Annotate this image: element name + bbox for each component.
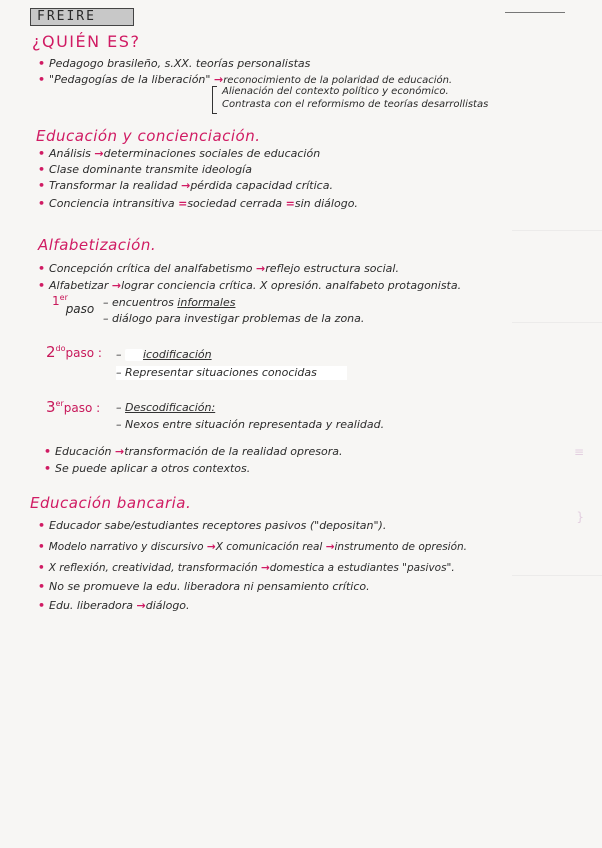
item-text: X reflexión, creatividad, transformación — [48, 562, 258, 574]
bullet-icon: • — [38, 519, 46, 532]
step-number: 2 — [46, 343, 56, 361]
step-word: paso : — [65, 346, 102, 360]
bleed-mark: ≡ — [573, 445, 584, 459]
arrow-icon: → — [111, 279, 122, 292]
arrow-icon: → — [260, 562, 270, 574]
list-item — [38, 163, 252, 177]
item-text: Pedagogo brasileño, s.XX. teorías personalistas — [49, 57, 311, 70]
section-heading-quien-es: ¿QUIÉN ES? — [32, 32, 141, 51]
bullet-icon: • — [38, 279, 46, 292]
item-text: Educador sabe/estudiantes receptores pasivos ("depositan"). — [49, 519, 387, 532]
item-text: "Pedagogías de la liberación" — [49, 73, 211, 86]
bleed-mark: } — [576, 510, 584, 524]
item-text: informales — [177, 296, 236, 309]
list-item — [38, 262, 399, 276]
list-item — [38, 580, 370, 594]
item-text: diálogo. — [145, 599, 190, 612]
section-heading-educacion-concienciacion: Educación y concienciación. — [36, 127, 261, 145]
arrow-icon: → — [213, 73, 224, 86]
section-heading-alfabetizacion: Alfabetización. — [38, 236, 157, 254]
bracket-icon — [212, 86, 217, 114]
item-text: Se puede aplicar a otros contextos. — [55, 462, 251, 475]
step-1-label — [52, 293, 100, 316]
list-item — [44, 462, 250, 476]
dash: – — [116, 418, 125, 431]
item-text: encuentros — [112, 296, 174, 309]
dash: – — [116, 401, 125, 414]
arrow-icon: → — [325, 541, 335, 553]
arrow-icon: → — [136, 599, 146, 612]
step-3-label — [46, 398, 100, 416]
list-item — [44, 445, 343, 459]
list-item — [38, 561, 455, 575]
item-text: lograr conciencia crítica. X opresión. analfabeto protagonista. — [121, 279, 462, 292]
item-text: diálogo para investigar problemas de la zona. — [112, 312, 365, 325]
item-text: pérdida capacidad crítica. — [190, 179, 333, 192]
corner-mark — [505, 12, 565, 23]
bullet-icon: • — [38, 197, 46, 210]
item-text: determinaciones sociales de educación — [103, 147, 321, 160]
item-text: Conciencia intransitiva — [49, 197, 175, 210]
item-text: reconocimiento de la polaridad de educación. — [223, 75, 453, 86]
section-heading-educacion-bancaria: Educación bancaria. — [30, 494, 192, 512]
bullet-icon: • — [38, 163, 46, 176]
bullet-icon: • — [44, 462, 52, 475]
item-text: Clase dominante transmite ideología — [49, 163, 252, 176]
bullet-icon: • — [38, 580, 46, 593]
step-2-item — [116, 348, 212, 362]
bullet-icon: • — [38, 57, 46, 70]
step-1-item — [103, 296, 235, 310]
bullet-icon: • — [38, 599, 46, 612]
bullet-icon: • — [38, 147, 46, 160]
step-suffix: er — [55, 399, 64, 408]
step-2-item — [116, 366, 347, 380]
item-text: Modelo narrativo y discursivo — [48, 541, 204, 553]
bullet-icon: • — [38, 262, 46, 275]
list-item — [38, 279, 461, 293]
list-item — [38, 197, 358, 211]
bullet-icon: • — [44, 445, 52, 458]
item-text: Análisis — [49, 147, 91, 160]
item-text: Concepción crítica del analfabetismo — [49, 262, 253, 275]
dash: – — [116, 366, 125, 379]
bullet-icon: • — [38, 562, 45, 574]
dash: – — [103, 312, 112, 325]
item-text: Alfabetizar — [49, 279, 109, 292]
item-text: X comunicación real — [215, 541, 323, 553]
item-text: Transformar la realidad — [49, 179, 178, 192]
arrow-icon: → — [256, 262, 266, 275]
list-subitem: Alienación del contexto político y económico. — [222, 86, 449, 97]
list-item — [38, 57, 310, 71]
bleed-mark — [512, 230, 602, 231]
list-subitem: Contrasta con el reformismo de teorías desarrollistas — [222, 99, 489, 110]
step-suffix: do — [55, 344, 66, 353]
step-word: paso : — [63, 401, 101, 415]
equals-icon: = — [178, 197, 188, 210]
item-text: Edu. liberadora — [49, 599, 134, 612]
list-item — [38, 540, 467, 554]
item-text: Nexos entre situación representada y realidad. — [125, 418, 385, 431]
item-text: reflejo estructura social. — [265, 262, 399, 275]
bullet-icon: • — [38, 179, 46, 192]
arrow-icon: → — [94, 147, 104, 160]
bleed-mark — [512, 575, 602, 576]
item-text: transformación de la realidad opresora. — [124, 445, 343, 458]
item-text: No se promueve la edu. liberadora ni pensamiento crítico. — [49, 580, 370, 593]
item-text: Educación — [55, 445, 112, 458]
item-text: Descodificación: — [125, 401, 216, 414]
list-item — [38, 599, 190, 613]
bleed-mark — [512, 322, 602, 323]
step-word: paso — [65, 302, 95, 316]
step-3-item — [116, 401, 215, 415]
list-item — [38, 147, 320, 161]
item-text: instrumento de opresión. — [334, 541, 468, 553]
item-text: sin diálogo. — [294, 197, 358, 210]
dash: – — [116, 348, 125, 361]
item-text: domestica a estudiantes "pasivos". — [269, 562, 455, 574]
list-item — [38, 179, 333, 193]
bullet-icon: • — [38, 73, 46, 86]
arrow-icon: → — [115, 445, 125, 458]
item-text: Representar situaciones conocidas — [125, 366, 317, 379]
step-2-label — [46, 343, 102, 361]
step-1-item — [103, 312, 364, 326]
step-3-item — [116, 418, 384, 432]
item-text: icodificación — [143, 348, 212, 361]
page-title: FREIRE — [30, 8, 134, 26]
equals-icon: = — [285, 197, 295, 210]
step-number: 3 — [46, 398, 56, 416]
step-suffix: er — [59, 293, 68, 302]
arrow-icon: → — [181, 179, 191, 192]
step-number: 1 — [52, 294, 60, 308]
item-text: sociedad cerrada — [187, 197, 283, 210]
dash: – — [103, 296, 112, 309]
bullet-icon: • — [38, 541, 45, 553]
list-item — [38, 519, 386, 533]
arrow-icon: → — [206, 541, 216, 553]
correction-tape — [125, 349, 143, 361]
